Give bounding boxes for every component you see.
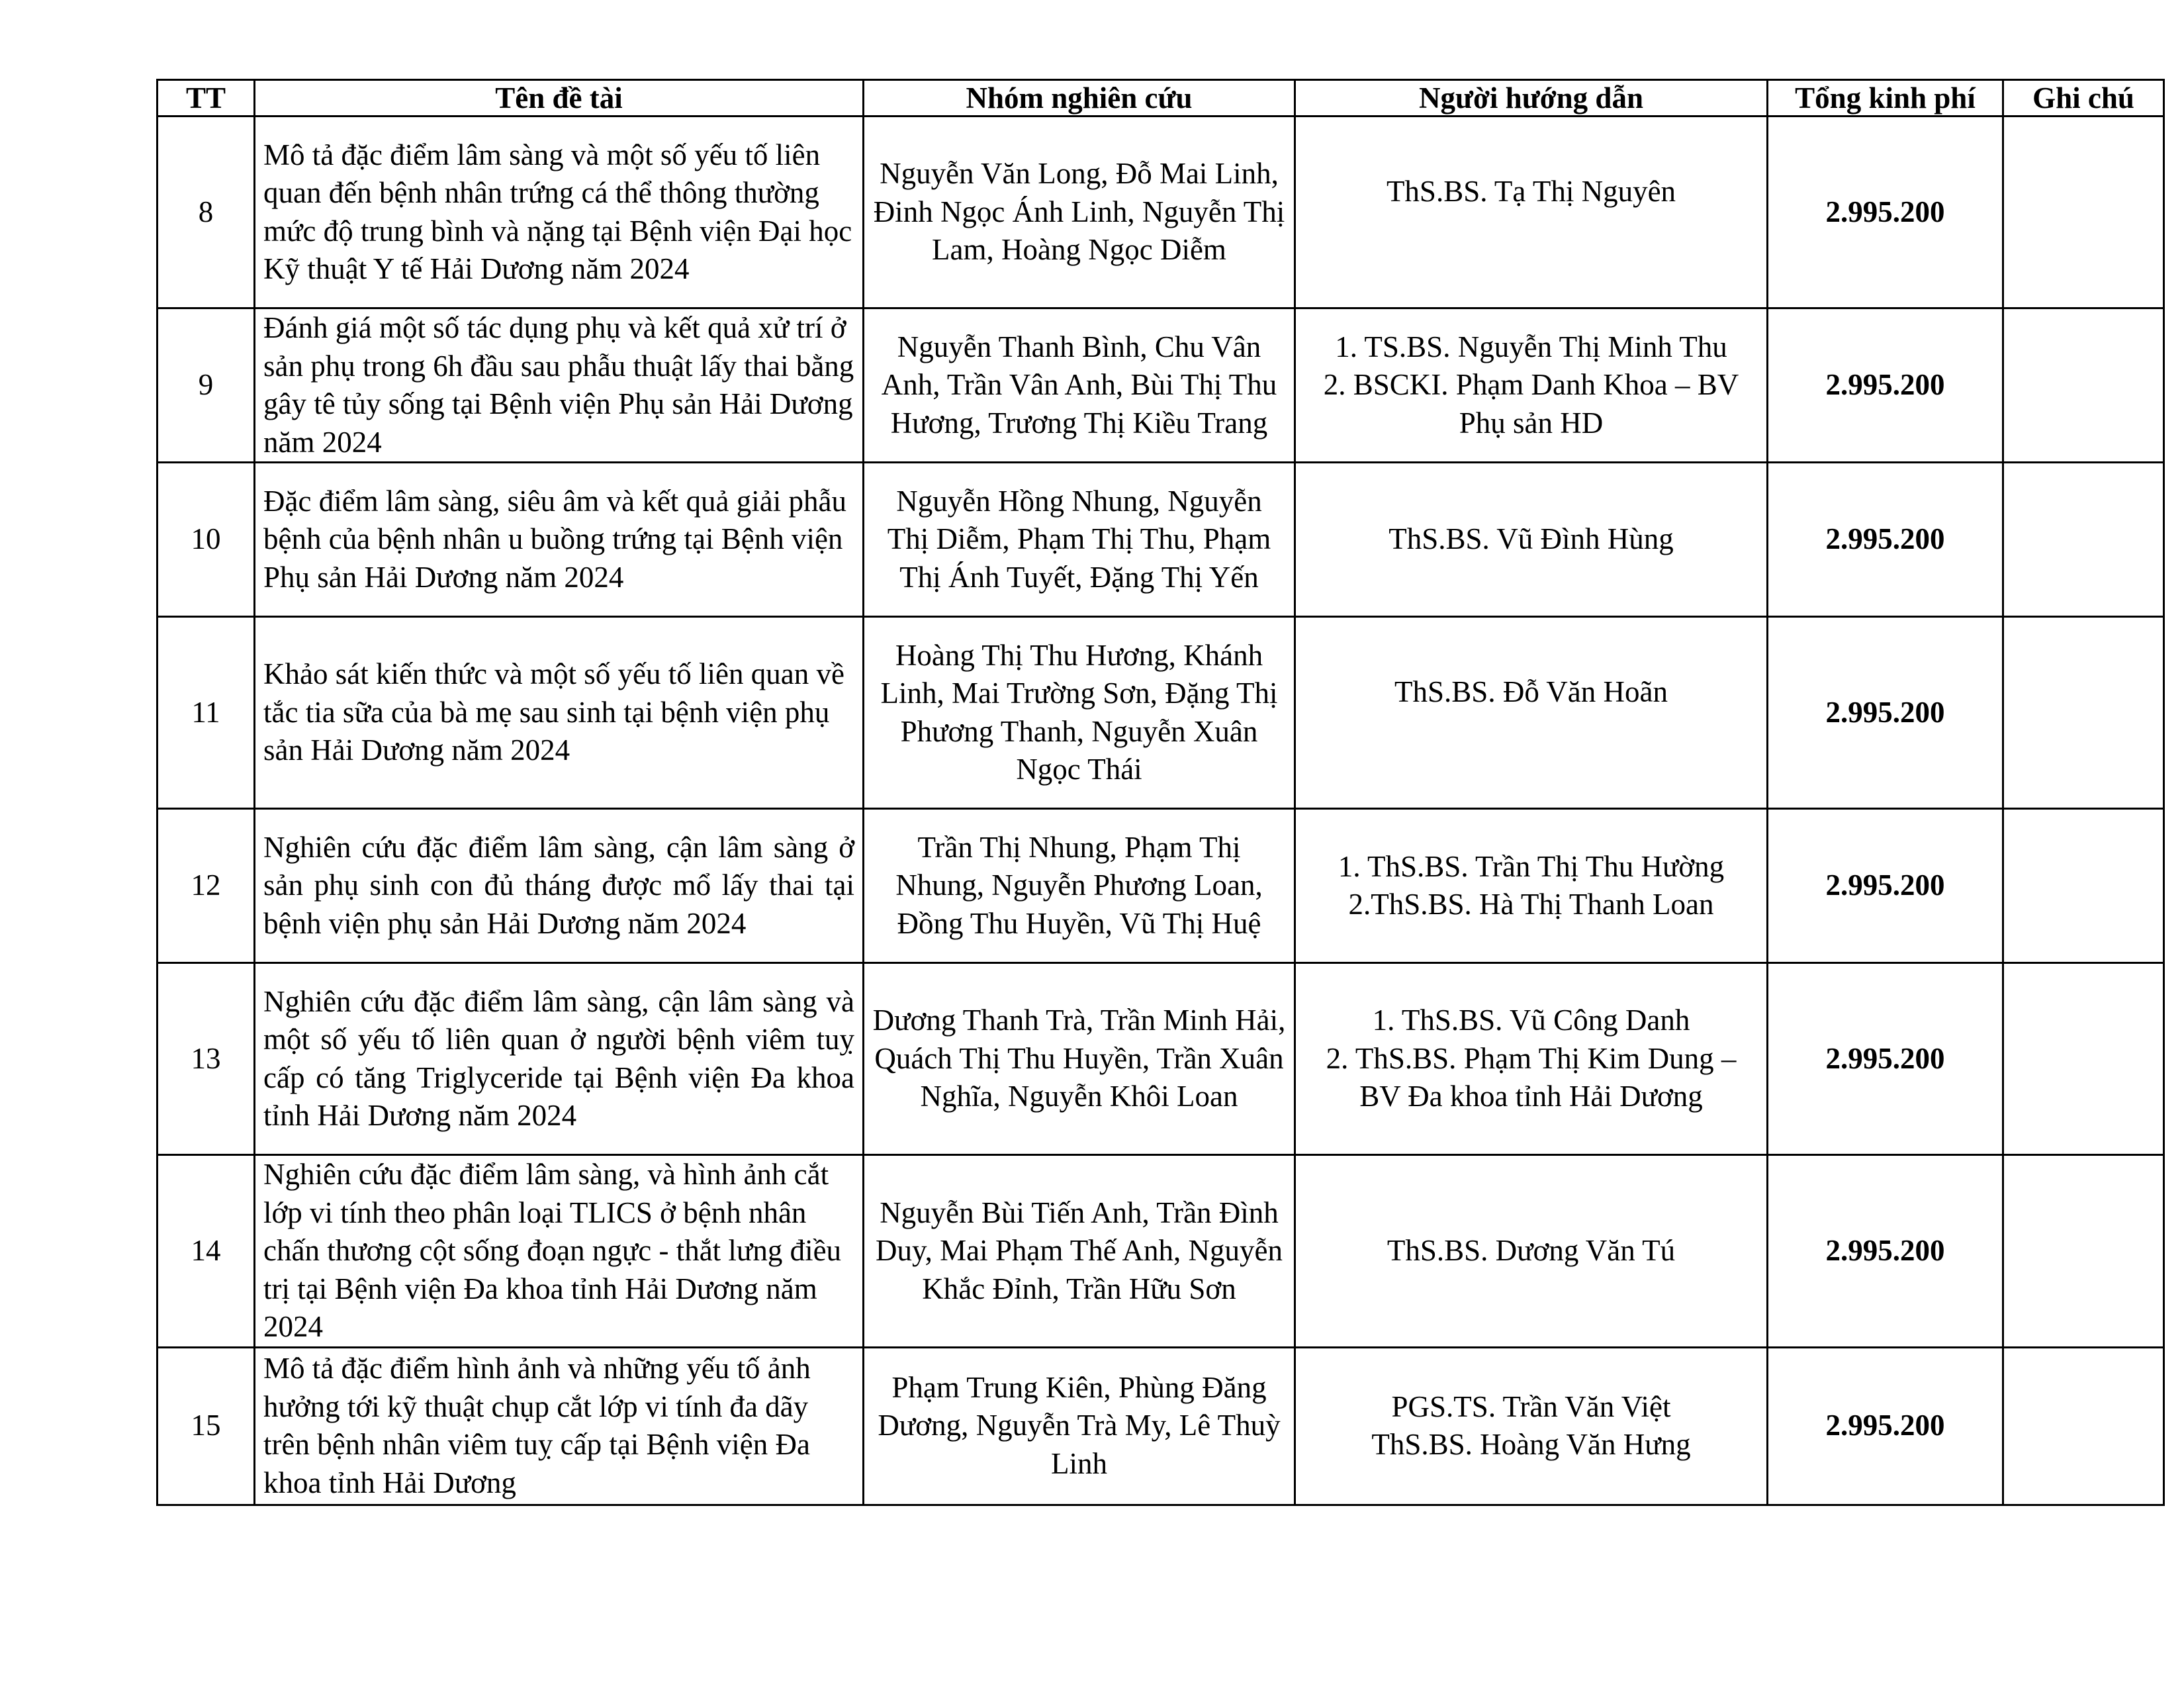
table-row: [158, 308, 2164, 463]
supervisor: [1295, 1155, 1768, 1348]
supervisor-line: ThS.BS. Tạ Thị Nguyên: [1386, 174, 1676, 208]
header-tt: TT: [158, 80, 255, 117]
total-cost: 2.995.200: [1768, 1155, 2003, 1348]
supervisor-line: 1. ThS.BS. Vũ Công Danh: [1372, 1004, 1690, 1037]
note: [2003, 463, 2164, 617]
row-number: 12: [158, 809, 255, 963]
supervisor: [1295, 809, 1768, 963]
research-team: Hoàng Thị Thu Hương, Khánh Linh, Mai Trường Sơn, Đặng Thị Phương Thanh, Nguyễn Xuân Ngọc Thái: [864, 617, 1295, 809]
row-number: 15: [158, 1347, 255, 1505]
research-team: Nguyễn Văn Long, Đỗ Mai Linh, Đinh Ngọc Ánh Linh, Nguyễn Thị Lam, Hoàng Ngọc Diễm: [864, 117, 1295, 308]
row-number: 13: [158, 963, 255, 1155]
note: [2003, 963, 2164, 1155]
supervisor: [1295, 1347, 1768, 1505]
table-row: [158, 463, 2164, 617]
table-row: [158, 1155, 2164, 1348]
header-title: Tên đề tài: [255, 80, 864, 117]
topic-title: Nghiên cứu đặc điểm lâm sàng, cận lâm sàng và một số yếu tố liên quan ở người bệnh viêm tuỵ cấp có tăng Triglyceride tại Bệnh viện Đa khoa tỉnh Hải Dương năm 2024: [255, 963, 864, 1155]
header-note: Ghi chú: [2003, 80, 2164, 117]
supervisor-line: ThS.BS. Vũ Đình Hùng: [1388, 522, 1674, 556]
total-cost: 2.995.200: [1768, 963, 2003, 1155]
supervisor: [1295, 463, 1768, 617]
note: [2003, 308, 2164, 463]
note: [2003, 809, 2164, 963]
research-team: Nguyễn Thanh Bình, Chu Vân Anh, Trần Vân Anh, Bùi Thị Thu Hương, Trương Thị Kiều Trang: [864, 308, 1295, 463]
research-team: Trần Thị Nhung, Phạm Thị Nhung, Nguyễn Phương Loan, Đồng Thu Huyền, Vũ Thị Huệ: [864, 809, 1295, 963]
research-team: Phạm Trung Kiên, Phùng Đăng Dương, Nguyễn Trà My, Lê Thuỳ Linh: [864, 1347, 1295, 1505]
table-row: [158, 617, 2164, 809]
row-number: 11: [158, 617, 255, 809]
topic-title: Nghiên cứu đặc điểm lâm sàng, và hình ảnh cắt lớp vi tính theo phân loại TLICS ở bệnh nhân chấn thương cột sống đoạn ngực - thắt lưng điều trị tại Bệnh viện Đa khoa tỉnh Hải Dương năm 2024: [255, 1155, 864, 1348]
supervisor-line: 2. ThS.BS. Phạm Thị Kim Dung – BV Đa khoa tỉnh Hải Dương: [1326, 1041, 1737, 1113]
supervisor-line: 2. BSCKI. Phạm Danh Khoa – BV Phụ sản HD: [1323, 368, 1739, 440]
supervisor-line: 1. TS.BS. Nguyễn Thị Minh Thu: [1335, 330, 1727, 363]
research-team: Nguyễn Bùi Tiến Anh, Trần Đình Duy, Mai Phạm Thế Anh, Nguyễn Khắc Đỉnh, Trần Hữu Sơn: [864, 1155, 1295, 1348]
research-topics-table: [156, 79, 2165, 1506]
topic-title: Đánh giá một số tác dụng phụ và kết quả xử trí ở sản phụ trong 6h đầu sau phẫu thuật lấy thai bằng gây tê tủy sống tại Bệnh viện Phụ sản Hải Dương năm 2024: [255, 308, 864, 463]
table-row: [158, 1347, 2164, 1505]
research-team: Dương Thanh Trà, Trần Minh Hải, Quách Thị Thu Huyền, Trần Xuân Nghĩa, Nguyễn Khôi Loan: [864, 963, 1295, 1155]
header-team: Nhóm nghiên cứu: [864, 80, 1295, 117]
supervisor-line: 2.ThS.BS. Hà Thị Thanh Loan: [1348, 888, 1714, 921]
total-cost: 2.995.200: [1768, 809, 2003, 963]
total-cost: 2.995.200: [1768, 617, 2003, 809]
row-number: 14: [158, 1155, 255, 1348]
note: [2003, 1347, 2164, 1505]
supervisor: [1295, 963, 1768, 1155]
total-cost: 2.995.200: [1768, 463, 2003, 617]
supervisor-line: ThS.BS. Đỗ Văn Hoãn: [1394, 675, 1668, 708]
supervisor-line: ThS.BS. Hoàng Văn Hưng: [1371, 1428, 1691, 1461]
row-number: 10: [158, 463, 255, 617]
supervisor-line: ThS.BS. Dương Văn Tú: [1387, 1234, 1676, 1267]
note: [2003, 1155, 2164, 1348]
topic-title: Mô tả đặc điểm lâm sàng và một số yếu tố liên quan đến bệnh nhân trứng cá thể thông thường mức độ trung bình và nặng tại Bệnh viện Đại học Kỹ thuật Y tế Hải Dương năm 2024: [255, 117, 864, 308]
topic-title: Mô tả đặc điểm hình ảnh và những yếu tố ảnh hưởng tới kỹ thuật chụp cắt lớp vi tính đa dãy trên bệnh nhân viêm tuỵ cấp tại Bệnh viện Đa khoa tỉnh Hải Dương: [255, 1347, 864, 1505]
total-cost: 2.995.200: [1768, 308, 2003, 463]
supervisor: [1295, 117, 1768, 308]
row-number: 9: [158, 308, 255, 463]
note: [2003, 617, 2164, 809]
total-cost: 2.995.200: [1768, 117, 2003, 308]
supervisor: [1295, 617, 1768, 809]
supervisor-line: 1. ThS.BS. Trần Thị Thu Hường: [1338, 849, 1725, 883]
supervisor: [1295, 308, 1768, 463]
row-number: 8: [158, 117, 255, 308]
topic-title: Nghiên cứu đặc điểm lâm sàng, cận lâm sàng ở sản phụ sinh con đủ tháng được mổ lấy thai tại bệnh viện phụ sản Hải Dương năm 2024: [255, 809, 864, 963]
header-cost: Tổng kinh phí: [1768, 80, 2003, 117]
research-team: Nguyễn Hồng Nhung, Nguyễn Thị Diễm, Phạm Thị Thu, Phạm Thị Ánh Tuyết, Đặng Thị Yến: [864, 463, 1295, 617]
total-cost: 2.995.200: [1768, 1347, 2003, 1505]
topic-title: Đặc điểm lâm sàng, siêu âm và kết quả giải phẫu bệnh của bệnh nhân u buồng trứng tại Bệnh viện Phụ sản Hải Dương năm 2024: [255, 463, 864, 617]
header-guide: Người hướng dẫn: [1295, 80, 1768, 117]
table-row: [158, 963, 2164, 1155]
table-row: [158, 809, 2164, 963]
note: [2003, 117, 2164, 308]
supervisor-line: PGS.TS. Trần Văn Việt: [1391, 1389, 1671, 1423]
topic-title: Khảo sát kiến thức và một số yếu tố liên quan về tắc tia sữa của bà mẹ sau sinh tại bệnh viện phụ sản Hải Dương năm 2024: [255, 617, 864, 809]
table-header-row: [158, 80, 2164, 117]
table-row: [158, 117, 2164, 308]
